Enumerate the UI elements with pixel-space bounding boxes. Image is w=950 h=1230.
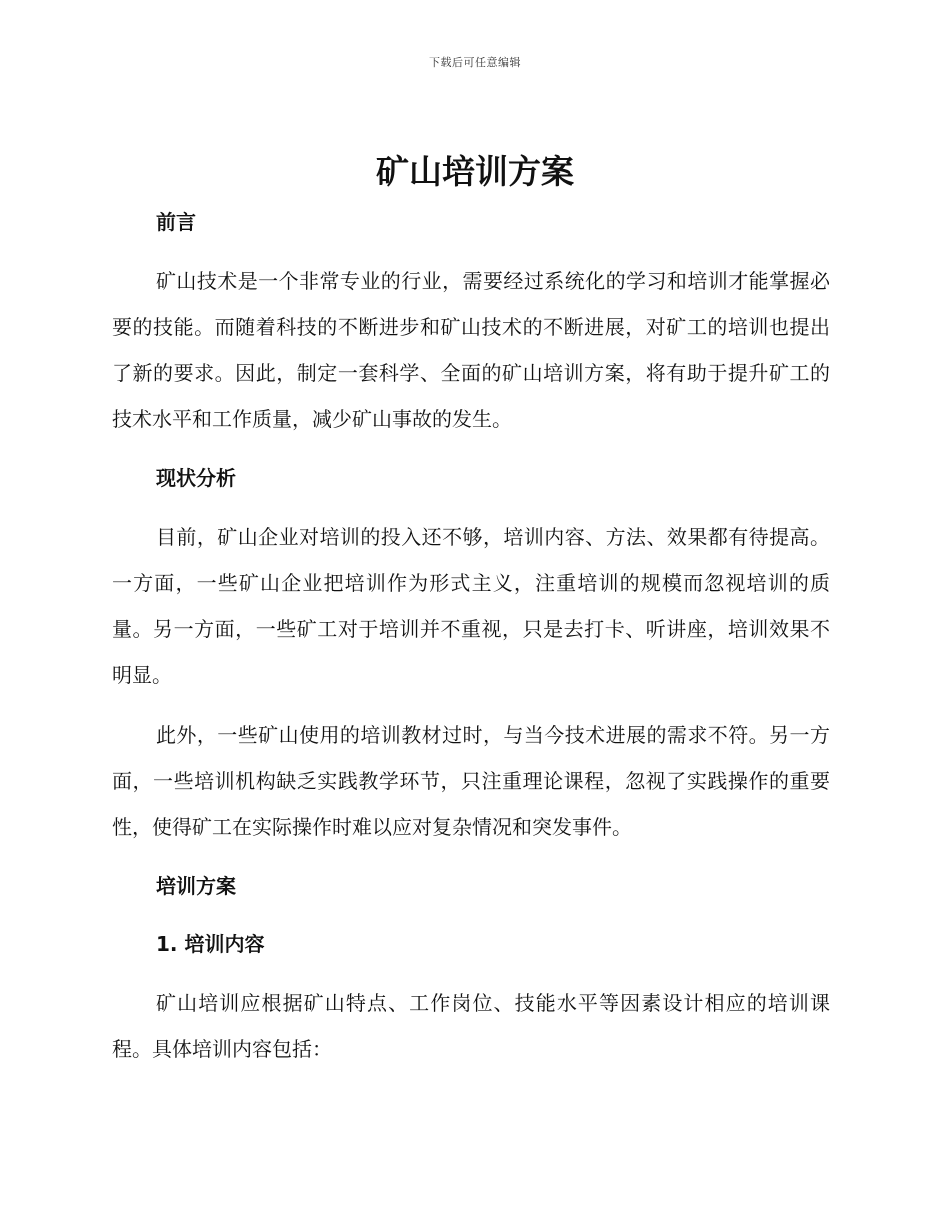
subsection-heading-content: 1. 培训内容 <box>156 932 265 956</box>
section-heading-status: 现状分析 <box>156 466 236 490</box>
paragraph-preface: 矿山技术是一个非常专业的行业，需要经过系统化的学习和培训才能掌握必要的技能。而随着科技的不断进步和矿山技术的不断进展，对矿工的培训也提出了新的要求。因此，制定一套科学、全面的矿山培训方案，将有助于提升矿工的技术水平和工作质量，减少矿山事故的发生。 <box>112 269 830 431</box>
paragraph-status-1: 目前，矿山企业对培训的投入还不够，培训内容、方法、效果都有待提高。一方面，一些矿山企业把培训作为形式主义，注重培训的规模而忽视培训的质量。另一方面，一些矿工对于培训并不重视，只是去打卡、听讲座，培训效果不明显。 <box>112 525 830 687</box>
section-heading-preface: 前言 <box>156 210 196 234</box>
paragraph-status-2: 此外，一些矿山使用的培训教材过时，与当今技术进展的需求不符。另一方面，一些培训机构缺乏实践教学环节，只注重理论课程，忽视了实践操作的重要性，使得矿工在实际操作时难以应对复杂情况和突发事件。 <box>112 723 830 839</box>
paragraph-content: 矿山培训应根据矿山特点、工作岗位、技能水平等因素设计相应的培训课程。具体培训内容包括： <box>112 991 830 1061</box>
document-title: 矿山培训方案 <box>376 152 574 191</box>
page-header-note: 下载后可任意编辑 <box>429 56 521 69</box>
section-heading-plan: 培训方案 <box>156 874 236 898</box>
document-body <box>112 200 830 1072</box>
